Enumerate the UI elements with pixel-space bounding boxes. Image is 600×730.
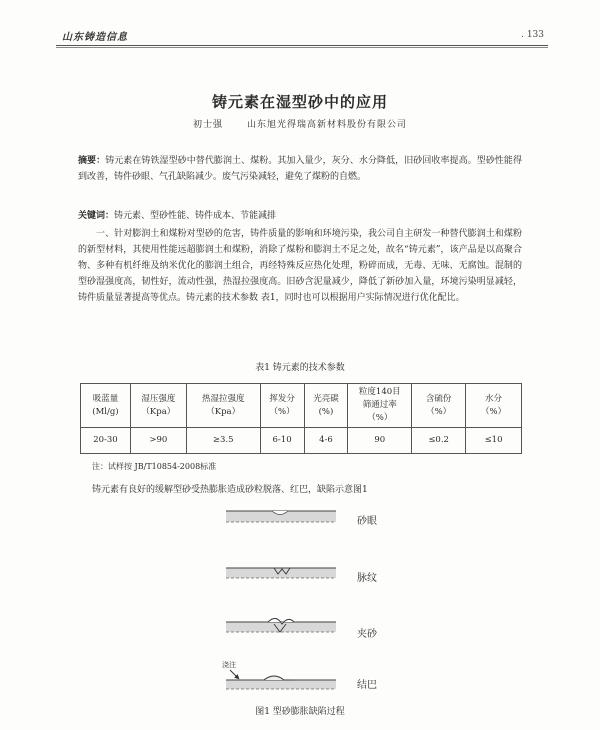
keywords-text: 铸元素、型砂性能、铸件成本、节能减排 <box>114 211 277 221</box>
article-title: 铸元素在湿型砂中的应用 <box>211 93 388 111</box>
defect-label-scab: 夹砂 <box>357 629 377 640</box>
header-rule-thin <box>56 47 548 48</box>
intro-paragraph: 一、针对膨润土和煤粉对型砂的危害，铸件质量的影响和环境污染，我公司自主研发一种替代膨润土和煤粉的新型材料，其使用性能远超膨润土和煤粉，消除了煤粉和膨润土不足之处，故名“铸元素”，该产品是以高聚合物、多种有机纤维及纳米优化的膨润土组合，再经特殊反应热化处理，粉碎而成，无毒、无味、无腐蚀。混制的型砂湿强度高，韧性好，流动性强，热湿拉强度高。旧砂含泥量减少，降低了新砂加入量，环境污染明显减轻，铸件质量显著提高等优点。铸元素的技术参数 表1，同时也可以根据用户实际情况进行优化配比。 <box>78 229 522 303</box>
table-cell: 6-10 <box>260 428 304 454</box>
defect-label-sand-hole: 砂眼 <box>357 516 377 527</box>
defect-label-buckle: 结巴 <box>357 680 377 691</box>
abstract-label: 摘要： <box>78 156 106 166</box>
sand-hole-diagram <box>224 505 338 535</box>
author-affiliation: 山东旭光得瑞高新材料股份有限公司 <box>246 120 407 130</box>
table-header-cell: 热湿拉强度 （Kpa） <box>186 384 260 428</box>
mold-layer <box>226 568 336 578</box>
header-rule <box>56 45 548 46</box>
table-cell: >90 <box>130 428 186 454</box>
table-header-cell: 光亮碳 (%) <box>304 384 348 428</box>
table-row <box>81 428 522 454</box>
table-cell: ≥3.5 <box>186 428 260 454</box>
figure-intro: 铸元素有良好的缓解型砂受热膨胀造成砂粒脱落、红巴，缺陷示意图1 <box>92 485 368 495</box>
mold-layer <box>226 680 336 689</box>
table-header-cell: 挥发分 （%） <box>260 384 304 428</box>
author-name: 初士强 <box>193 120 224 130</box>
table-cell: 20-30 <box>81 428 131 454</box>
table-note: 注：试样按 JB/T10854-2008标准 <box>92 462 217 471</box>
table-header-cell: 湿压强度 （Kpa） <box>130 384 186 428</box>
figure-caption: 图1 型砂膨胀缺陷过程 <box>255 707 345 717</box>
defect-label-vein: 脉纹 <box>357 573 377 584</box>
scab-diagram <box>224 612 338 644</box>
journal-name: 山东铸造信息 <box>62 32 128 43</box>
table-header-row <box>81 384 522 428</box>
pour-label: 浇注 <box>222 661 236 669</box>
buckle-lift <box>264 676 294 680</box>
table-cell: ≤10 <box>466 428 522 454</box>
table-header-cell: 粒度140目 筛通过率 （%） <box>348 384 412 428</box>
page-number: . 133 <box>521 30 544 40</box>
abstract-text: 铸元素在铸铁湿型砂中替代膨润土、煤粉。其加入量少，灰分、水分降低，旧砂回收率提高。型砂性能得到改善，铸件砂眼、气孔缺陷减少。废气污染减轻，避免了煤粉的自燃。 <box>78 156 522 182</box>
table-cell: 4-6 <box>304 428 348 454</box>
pour-arrow <box>230 670 238 678</box>
table-cell: ≤0.2 <box>412 428 466 454</box>
table-header-cell: 吸蓝量 (Ml/g) <box>81 384 131 428</box>
table-header-cell: 水分 （%） <box>466 384 522 428</box>
keywords-label: 关键词： <box>78 211 115 221</box>
buckle-diagram <box>224 668 338 696</box>
keywords <box>78 208 522 224</box>
table-cell: 90 <box>348 428 412 454</box>
table-caption: 表1 铸元素的技术参数 <box>255 363 345 373</box>
author-line <box>0 117 600 130</box>
spec-table <box>80 383 522 454</box>
vein-diagram <box>224 560 338 590</box>
table-header-cell: 含硫份 （%） <box>412 384 466 428</box>
abstract <box>78 153 522 185</box>
